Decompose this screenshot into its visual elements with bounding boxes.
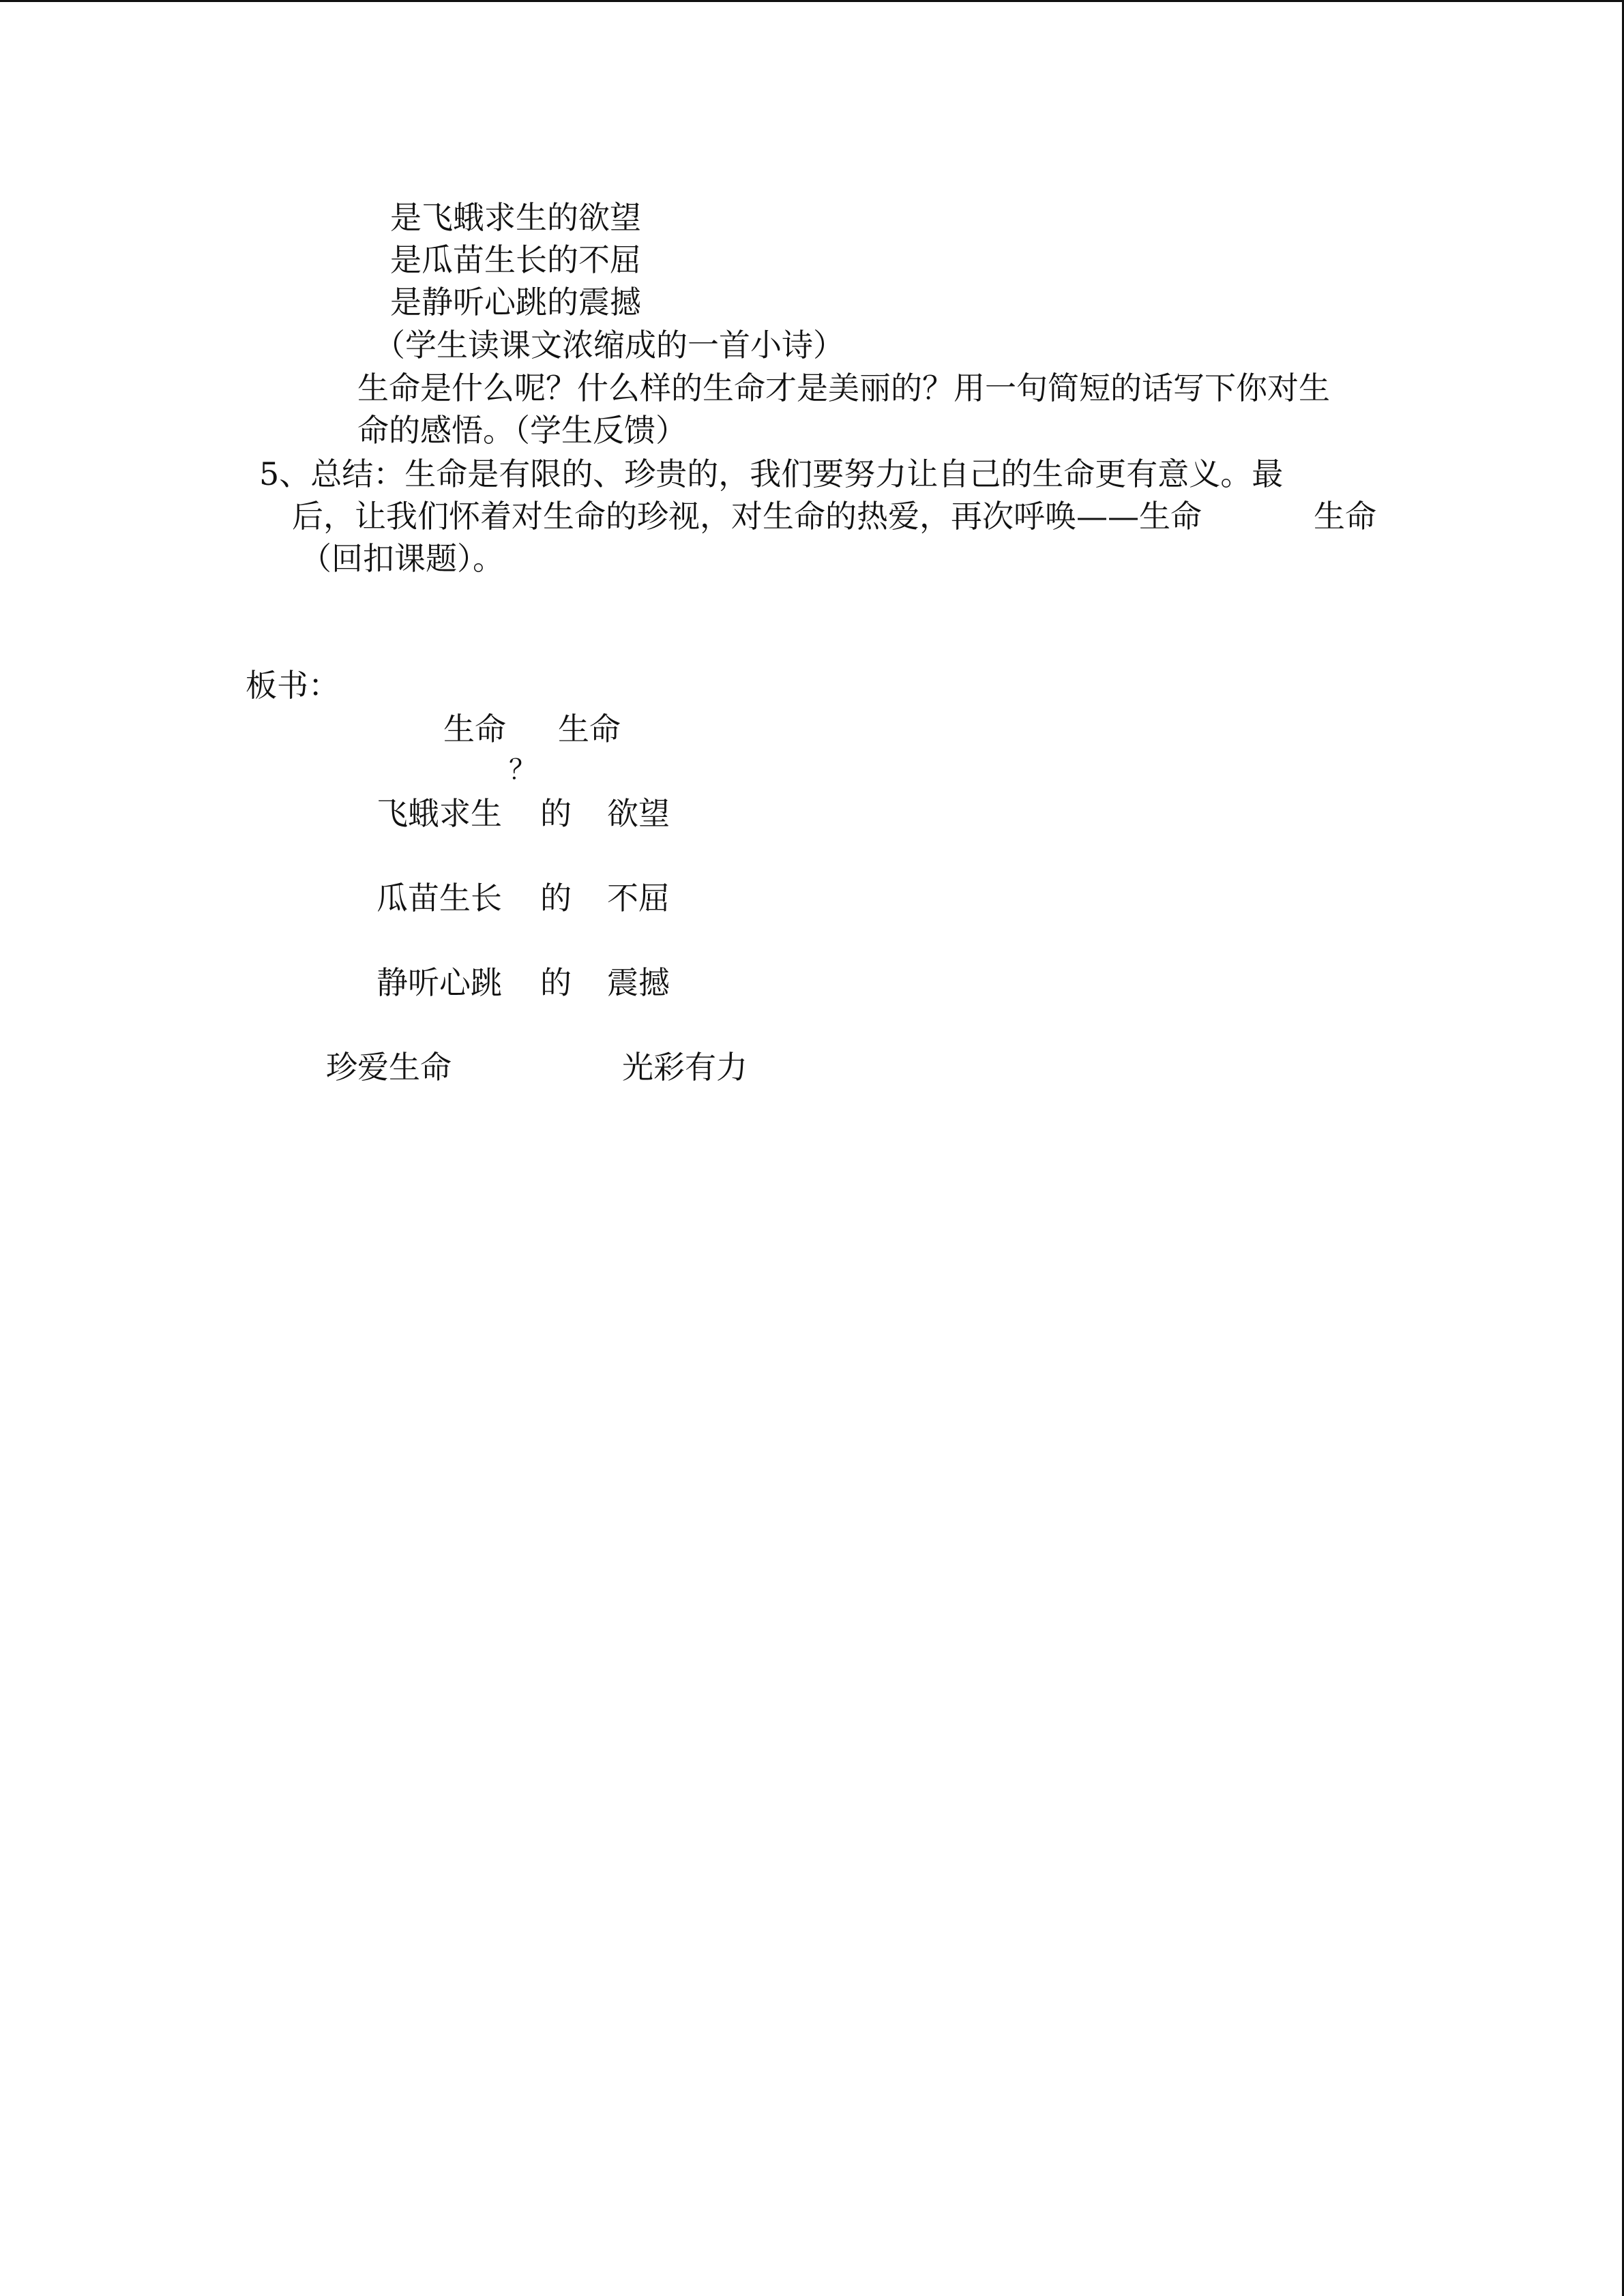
poem-line-1: 是飞蛾求生的欲望: [390, 199, 641, 236]
poem-line-2: 是瓜苗生长的不屈: [390, 241, 641, 278]
board-title-right: 生命: [558, 711, 621, 747]
summary-line-2: 后，让我们怀着对生命的珍视，对生命的热爱，再次呼唤——生命: [292, 498, 1202, 535]
board-row-2-right: 不屈: [607, 880, 670, 916]
board-row-2-left: 瓜苗生长: [377, 880, 502, 916]
summary-line-2-end: 生命: [1314, 498, 1376, 535]
board-row-2-mid: 的: [540, 880, 572, 916]
summary-line-3: （回扣课题）。: [300, 540, 504, 577]
board-row-3-left: 静听心跳: [377, 964, 502, 1001]
page-border-top: [0, 0, 1624, 2]
question-line-2: 命的感悟。（学生反馈）: [357, 412, 687, 449]
summary-line-1: 5、总结：生命是有限的、珍贵的，我们要努力让自己的生命更有意义。最: [259, 456, 1284, 492]
board-label: 板书：: [246, 667, 340, 704]
poem-note: （学生读课文浓缩成的一首小诗）: [374, 327, 844, 363]
board-row-1-left: 飞蛾求生: [377, 795, 502, 832]
board-question-mark: ？: [509, 754, 536, 786]
question-line-1: 生命是什么呢？什么样的生命才是美丽的？用一句简短的话写下你对生: [357, 370, 1330, 406]
board-bottom-right: 光彩有力: [622, 1049, 748, 1086]
board-title-left: 生命: [443, 711, 506, 747]
board-row-1-right: 欲望: [607, 795, 670, 832]
board-row-3-mid: 的: [540, 964, 572, 1001]
board-row-3-right: 震撼: [607, 964, 670, 1001]
board-row-1-mid: 的: [540, 795, 572, 832]
board-bottom-left: 珍爱生命: [326, 1049, 452, 1086]
poem-line-3: 是静听心跳的震撼: [390, 284, 641, 320]
